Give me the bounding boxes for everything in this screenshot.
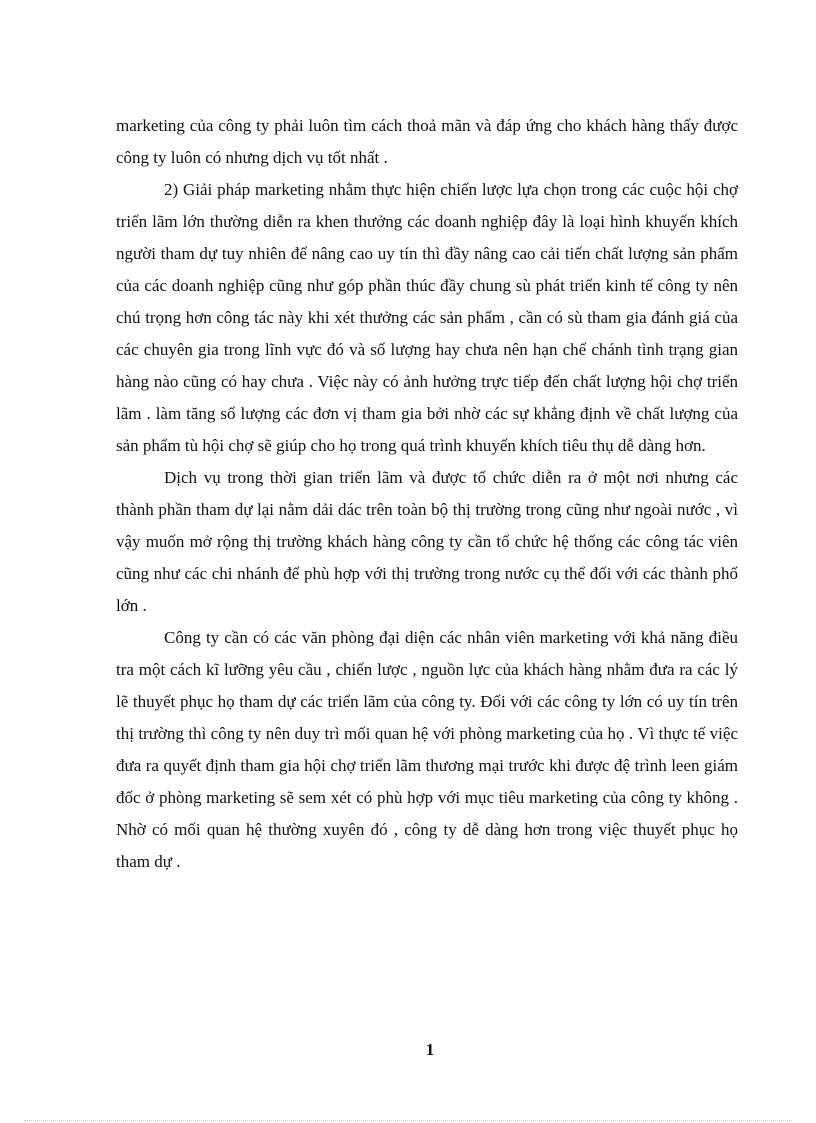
paragraph-exhibition-services: Dịch vụ trong thời gian triển lãm và được tổ chức diễn ra ở một nơi nhưng các thành phần tham dự lại nằm dải dác trên toàn bộ thị trường trong cũng như ngoài nước , vì vậy muốn mở rộng thị trường khách hàng công ty cần tổ chức hệ thống các công tác viên cũng như các chi nhánh để phù hợp với thị trường trong nước cụ thể đối với các thành phố lớn . [116, 468, 738, 615]
footer-divider [24, 1120, 792, 1121]
paragraph-representative-offices: Công ty cần có các văn phòng đại diện các nhân viên marketing với khả năng điều tra một cách kĩ lưỡng yêu cầu , chiến lược , nguồn lực của khách hàng nhằm đưa ra các lý lẽ thuyết phục họ tham dự các triển lãm của công ty. Đối với các công ty lớn có uy tín trên thị trường thì công ty nên duy trì mối quan hệ với phòng marketing của họ . Vì thực tế việc đưa ra quyết định tham gia hội chợ triển lãm thương mại trước khi được đệ trình leen giám đốc ở phòng marketing sẽ sem xét có phù hợp với mục tiêu marketing của công ty không . Nhờ có mối quan hệ thường xuyên đó , công ty dễ dàng hơn trong việc thuyết phục họ tham dự . [116, 628, 738, 871]
paragraph-solution-2: 2) Giải pháp marketing nhằm thực hiện chiến lược lựa chọn trong các cuộc hội chợ triển lãm lớn thường diễn ra khen thưởng các doanh nghiệp đây là loại hình khuyến khích người tham dự tuy nhiên để nâng cao uy tín thì đầy nâng cao cải tiến chất lượng sản phẩm của các doanh nghiệp cũng như góp phần thúc đầy chung sù phát triển kinh tế công ty nên chú trọng hơn công tác này khi xét thưởng các sản phẩm , cần có sù tham gia đánh giá của các chuyên gia trong lĩnh vực đó và số lượng hay chưa nên hạn chế chánh tình trạng gian hàng nào cũng có hay chưa . Việc này có ảnh hưởng trực tiếp đến chất lượng hội chợ triển lãm . làm tăng số lượng các đơn vị tham gia bởi nhờ các sự khẳng định về chất lượng của sản phẩm tù hội chợ sẽ giúp cho họ trong quá trình khuyến khích tiêu thụ dễ dàng hơn. [116, 180, 738, 455]
page-number: 1 [425, 1040, 435, 1059]
body-text [116, 110, 738, 878]
paragraph-continued: marketing của công ty phải luôn tìm cách thoả mãn và đáp ứng cho khách hàng thấy được công ty luôn có nhưng dịch vụ tốt nhất . [116, 116, 738, 167]
